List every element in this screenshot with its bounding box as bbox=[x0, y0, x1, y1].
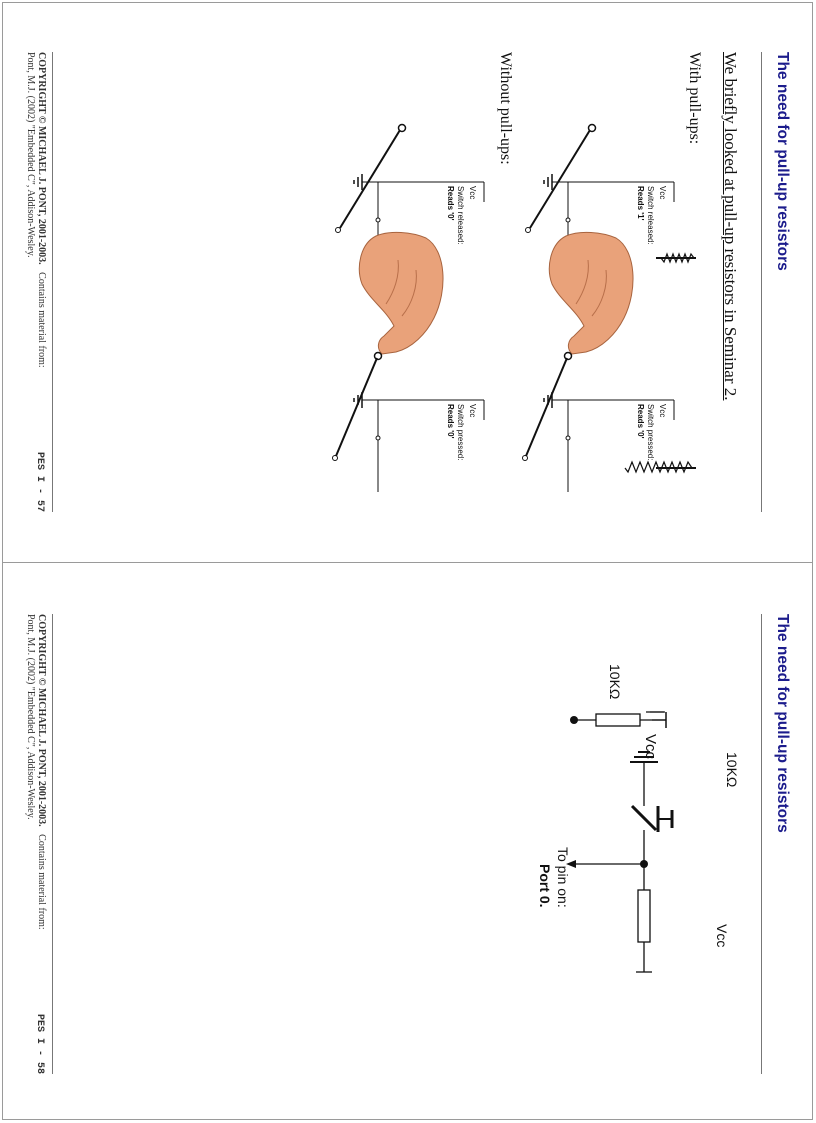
switch-state-label: Switch released: bbox=[646, 186, 655, 245]
vcc-label: Vcc bbox=[468, 404, 477, 418]
slide-title: The need for pull-up resistors bbox=[774, 614, 791, 833]
with-pullups-heading: With pull-ups: bbox=[686, 52, 703, 145]
vcc-label: Vcc bbox=[468, 186, 477, 200]
resistor-label: 10KΩ bbox=[607, 664, 623, 700]
resistor-value-label: 10KΩ bbox=[724, 752, 740, 788]
vcc-label: Vcc bbox=[658, 404, 667, 418]
switch-lever-without-pressed bbox=[326, 340, 386, 520]
title-rule bbox=[761, 52, 762, 512]
source-text: Pont, M.J. (2002) "Embedded C", Addison-Wesley. bbox=[25, 52, 36, 258]
switch-state-label: Switch pressed: bbox=[646, 404, 655, 461]
title-rule bbox=[761, 614, 762, 1074]
without-pullups-heading: Without pull-ups: bbox=[497, 52, 514, 165]
page-number: PES I - 57 bbox=[34, 451, 45, 512]
vcc-label: Vcc bbox=[714, 924, 730, 948]
ground-icon bbox=[630, 752, 658, 762]
copyright-text: COPYRIGHT © MICHAEL J. PONT, 2001-2003. bbox=[36, 614, 47, 827]
footer-rule bbox=[52, 614, 53, 1074]
slide-57 bbox=[0, 0, 816, 561]
intro-text: We briefly looked at pull-up resistors in Seminar 2. bbox=[721, 52, 740, 401]
switch-state-label: Switch pressed: bbox=[456, 404, 465, 461]
coil-resistor-icon bbox=[625, 462, 696, 472]
switch-state-label: Switch released: bbox=[456, 186, 465, 245]
vcc-label: Vcc bbox=[658, 186, 667, 200]
page-number: PES I - 58 bbox=[34, 1013, 45, 1074]
coil-resistor-icon bbox=[656, 254, 696, 262]
reads-label: Reads '0' bbox=[636, 404, 645, 439]
resistor-box bbox=[638, 890, 650, 942]
push-button-icon bbox=[632, 806, 672, 832]
reads-label: Reads '0' bbox=[446, 186, 455, 221]
footer-rule bbox=[52, 52, 53, 512]
contains-text: Contains material from: bbox=[36, 272, 47, 368]
source-text: Pont, M.J. (2002) "Embedded C", Addison-Wesley. bbox=[25, 614, 36, 820]
reads-label: Reads '0' bbox=[446, 404, 455, 439]
switch-lever-pressed bbox=[516, 340, 576, 520]
port-label: Port 0. bbox=[537, 864, 553, 908]
slide-58-content bbox=[0, 562, 816, 1123]
footer-copyright bbox=[25, 614, 47, 930]
copyright-text: COPYRIGHT © MICHAEL J. PONT, 2001-2003. bbox=[36, 52, 47, 265]
slide-58 bbox=[0, 562, 816, 1123]
footer-copyright bbox=[25, 52, 47, 368]
slide-title: The need for pull-up resistors bbox=[774, 52, 791, 271]
slide-57-content bbox=[0, 0, 816, 561]
vcc-label: Vcc bbox=[642, 734, 659, 760]
reads-label: Reads '1' bbox=[636, 186, 645, 221]
contains-text: Contains material from: bbox=[36, 834, 47, 930]
pin-label: To pin on: bbox=[555, 847, 571, 908]
